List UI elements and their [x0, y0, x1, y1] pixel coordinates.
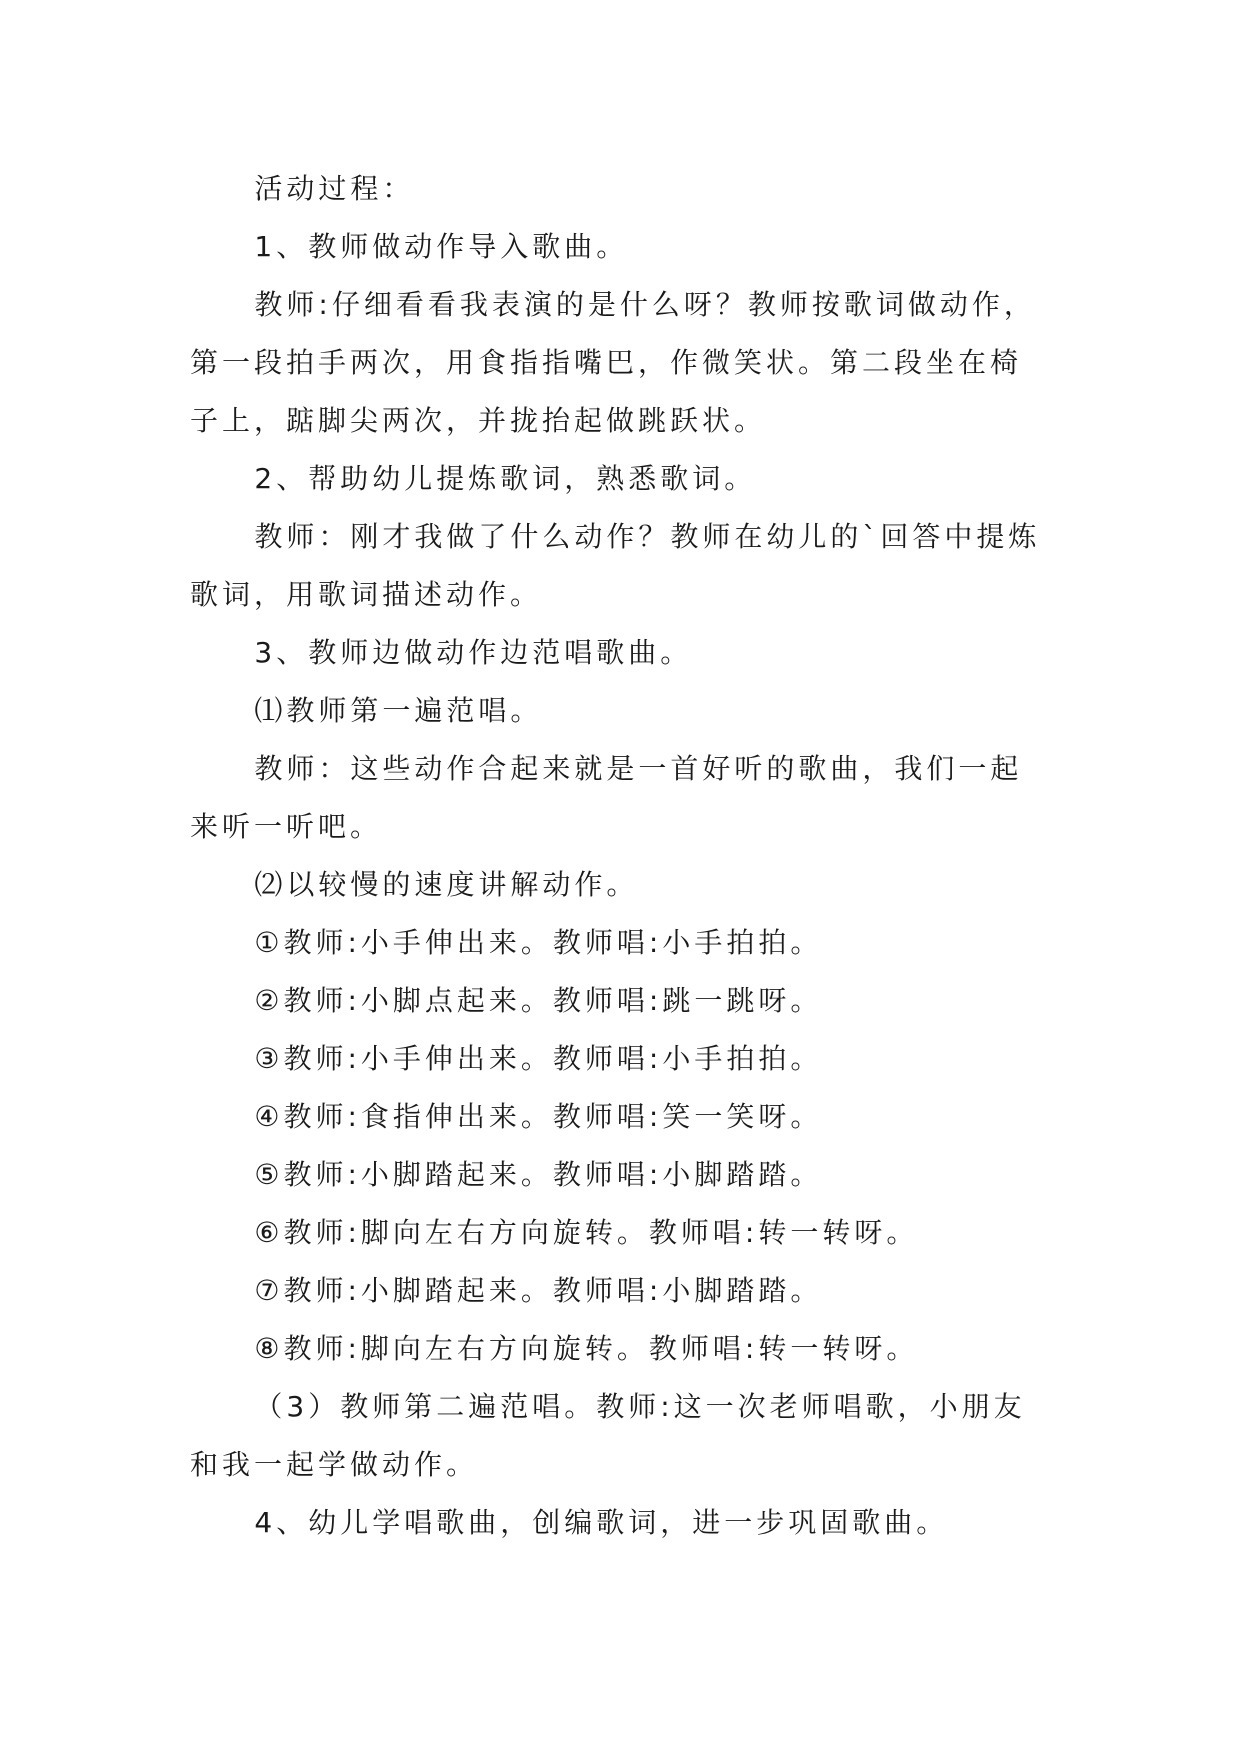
- sub-step: ⑴教师第一遍范唱。: [254, 694, 543, 727]
- list-item: ④教师:食指伸出来。教师唱:笑一笑呀。: [254, 1100, 823, 1133]
- sub-step: （3）教师第二遍范唱。教师:这一次老师唱歌，小朋友和我一起学做动作。: [190, 1390, 1026, 1481]
- step-heading: 2、帮助幼儿提炼歌词，熟悉歌词。: [254, 462, 757, 495]
- list-item: ⑧教师:脚向左右方向旋转。教师唱:转一转呀。: [254, 1332, 919, 1365]
- list-item: ③教师:小手伸出来。教师唱:小手拍拍。: [254, 1042, 823, 1075]
- body-paragraph: 教师:仔细看看我表演的是什么呀？教师按歌词做动作，第一段拍手两次，用食指指嘴巴，作微笑状。第二段坐在椅子上，踮脚尖两次，并拢抬起做跳跃状。: [190, 288, 1036, 437]
- document-body: [190, 160, 1050, 1552]
- sub-step: ⑵以较慢的速度讲解动作。: [254, 868, 639, 901]
- step-heading: 3、教师边做动作边范唱歌曲。: [254, 636, 693, 669]
- list-item: ①教师:小手伸出来。教师唱:小手拍拍。: [254, 926, 823, 959]
- list-item: ⑦教师:小脚踏起来。教师唱:小脚踏踏。: [254, 1274, 823, 1307]
- step-heading: 4、幼儿学唱歌曲，创编歌词，进一步巩固歌曲。: [254, 1506, 949, 1539]
- body-paragraph: 教师：这些动作合起来就是一首好听的歌曲，我们一起来听一听吧。: [190, 752, 1023, 843]
- step-heading: 1、教师做动作导入歌曲。: [254, 230, 629, 263]
- list-item: ⑤教师:小脚踏起来。教师唱:小脚踏踏。: [254, 1158, 823, 1191]
- section-heading: 活动过程：: [254, 172, 415, 205]
- list-item: ②教师:小脚点起来。教师唱:跳一跳呀。: [254, 984, 823, 1017]
- body-paragraph: 教师：刚才我做了什么动作？教师在幼儿的`回答中提炼歌词，用歌词描述动作。: [190, 520, 1041, 611]
- list-item: ⑥教师:脚向左右方向旋转。教师唱:转一转呀。: [254, 1216, 919, 1249]
